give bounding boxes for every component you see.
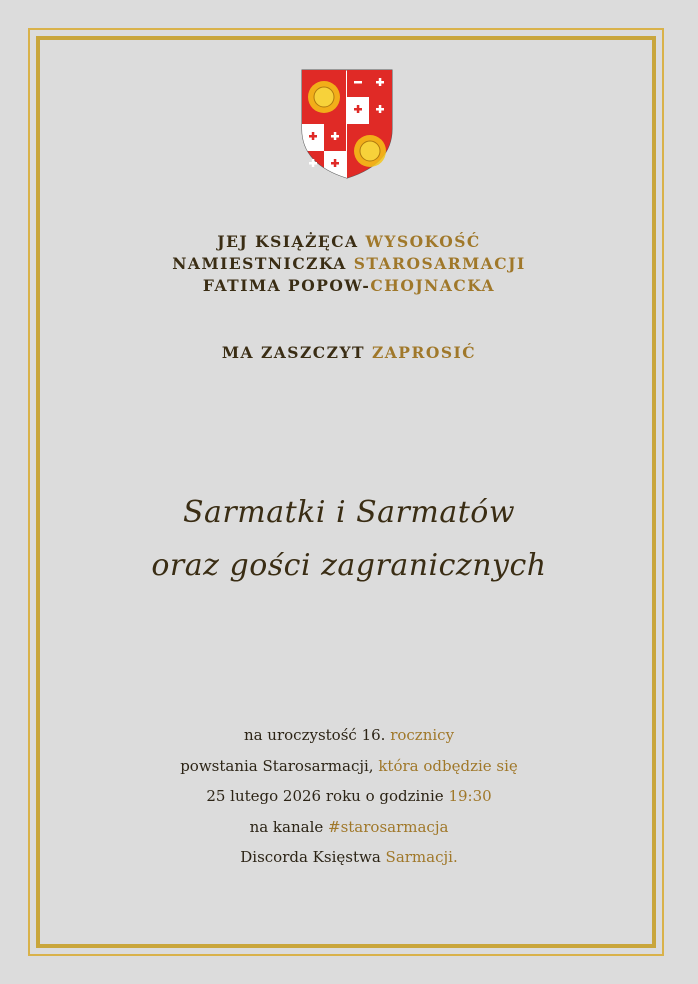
details-line-3: 25 lutego 2026 roku o godzinie 19:30 <box>206 787 492 805</box>
invite-line: MA ZASZCZYT ZAPROSIĆ <box>221 343 477 362</box>
script-line-2: oraz gości zagranicznych <box>151 548 547 583</box>
title-line-1: JEJ KSIĄŻĘCA WYSOKOŚĆ <box>217 232 481 251</box>
title-line-3: FATIMA POPOW-CHOJNACKA <box>202 276 496 295</box>
event-details <box>0 720 698 873</box>
title-line-2: NAMIESTNICZKA STAROSARMACJI <box>172 254 526 273</box>
details-line-4: na kanale #starosarmacja <box>249 817 449 836</box>
details-line-1: na uroczystość 16. rocznicy <box>243 726 455 744</box>
title-block <box>0 231 698 297</box>
script-line-1: Sarmatki i Sarmatów <box>182 495 515 530</box>
details-line-5: Discorda Księstwa Sarmacji. <box>240 848 458 866</box>
coat-of-arms-icon <box>301 69 393 179</box>
details-line-2: powstania Starosarmacji, która odbędzie się <box>180 756 518 775</box>
